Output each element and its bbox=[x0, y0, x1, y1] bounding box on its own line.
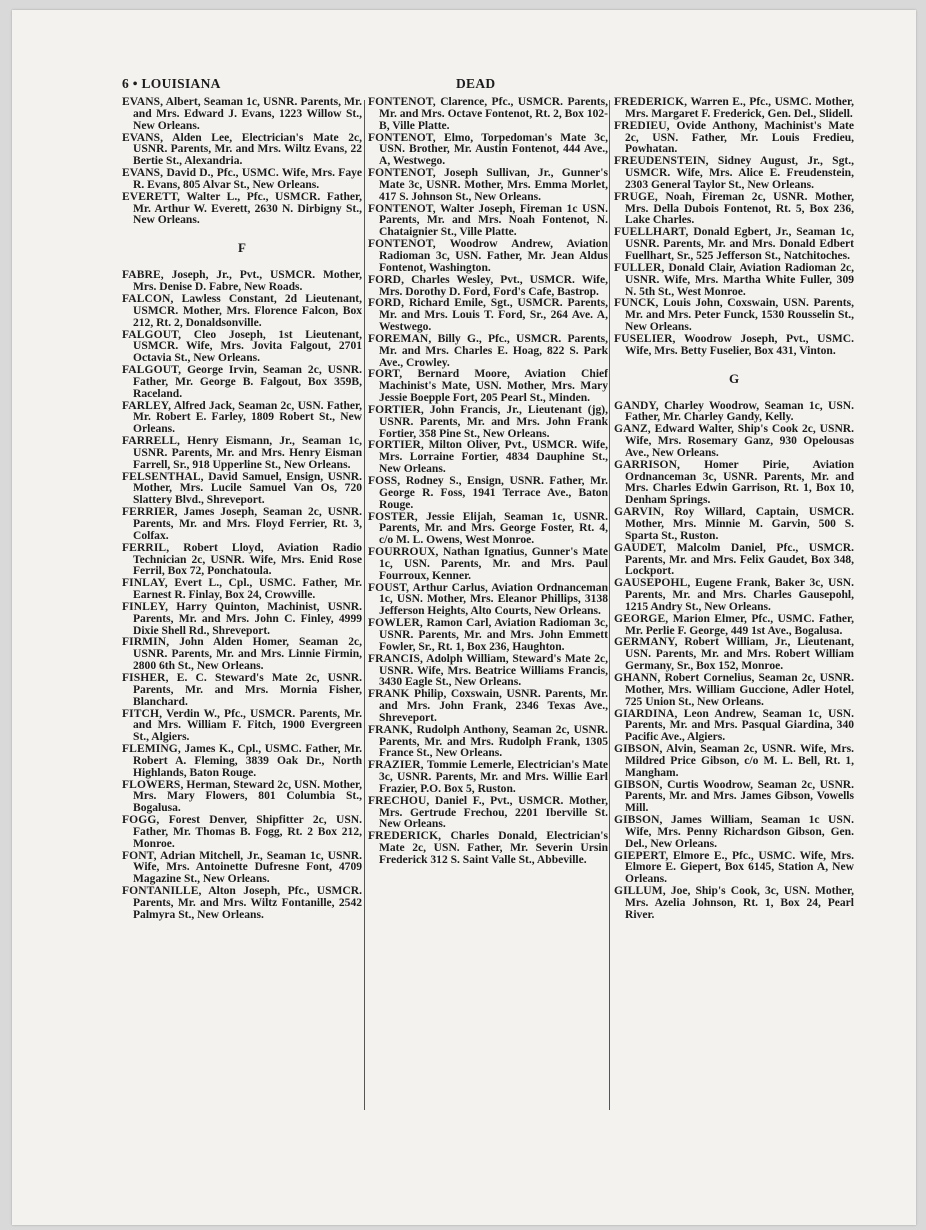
entry-surname: FOWLER, bbox=[368, 617, 423, 630]
column-divider bbox=[609, 100, 610, 1110]
entry-surname: GIBSON, bbox=[614, 743, 663, 756]
entry-surname: EVANS, bbox=[122, 96, 164, 108]
casualty-entry bbox=[122, 507, 362, 543]
entry-details: Alvin, Seaman 2c, USNR. Wife, Mrs. Mildred Price Gibson, c/o M. L. Bell, Rt. 1, Mangham. bbox=[625, 743, 854, 779]
header-left bbox=[122, 76, 221, 92]
casualty-entry bbox=[122, 133, 362, 169]
entries-col2 bbox=[368, 97, 608, 867]
entry-surname: GARRISON, bbox=[614, 458, 681, 471]
entry-details: Rudolph Anthony, Seaman 2c, USNR. Parents, Mr. and Mrs. Rudolph Frank, 1305 France St., New Orleans. bbox=[379, 723, 608, 760]
casualty-entry bbox=[122, 851, 362, 887]
entry-surname: FORD, bbox=[368, 273, 405, 286]
entry-details: Joseph, Jr., Pvt., USMCR. Mother, Mrs. Denise D. Fabre, New Roads. bbox=[133, 269, 362, 294]
entry-details: Noah, Fireman 2c, USNR. Mother, Mrs. Della Dubois Fontenot, Rt. 5, Box 236, Lake Charles. bbox=[625, 190, 854, 227]
entry-details: Evert L., Cpl., USMC. Father, Mr. Earnest R. Finlay, Box 24, Crowville. bbox=[133, 577, 362, 602]
page-number: 6 bbox=[122, 76, 130, 91]
entry-details: Alton Joseph, Pfc., USMCR. Parents, Mr. and Mrs. Wiltz Fontanille, 2542 Palmyra St., New Orleans. bbox=[133, 885, 362, 921]
entry-surname: FISHER, bbox=[122, 671, 169, 684]
entry-surname: FUELLHART, bbox=[614, 226, 689, 239]
casualty-entry bbox=[614, 886, 854, 922]
entry-surname: GHANN, bbox=[614, 671, 661, 684]
casualty-entry bbox=[122, 578, 362, 602]
entry-surname: FOREMAN, bbox=[368, 332, 432, 345]
entry-details: Malcolm Daniel, Pfc., USMCR. Parents, Mr. and Mrs. Felix Gaudet, Box 348, Lockport. bbox=[625, 541, 855, 578]
entry-surname: FONTENOT, bbox=[368, 131, 436, 144]
entry-surname: GIBSON, bbox=[614, 814, 663, 827]
casualty-entry bbox=[614, 578, 854, 614]
casualty-entry bbox=[368, 476, 608, 512]
entry-surname: FELSENTHAL, bbox=[122, 470, 204, 483]
casualty-entry bbox=[122, 330, 362, 366]
entry-details: Louis John, Coxswain, USN. Parents, Mr. and Mrs. Peter Funck, 1530 Rousselin St., New Orleans. bbox=[625, 297, 855, 334]
entry-details: Leon Andrew, Seaman 1c, USN. Parents, Mr. and Mrs. Pasqual Giardina, 340 Pacific Ave., Algiers. bbox=[625, 707, 854, 744]
entry-surname: FRAZIER, bbox=[368, 759, 424, 772]
entry-surname: FINLEY, bbox=[122, 600, 169, 613]
entry-surname: FLOWERS, bbox=[122, 778, 184, 791]
entry-details: Marion Elmer, Pfc., USMC. Father, Mr. Perlie F. George, 449 1st Ave., Bogalusa. bbox=[625, 612, 854, 637]
casualty-entry bbox=[122, 602, 362, 638]
entry-surname: FINLAY, bbox=[122, 577, 168, 590]
entry-details: Eugene Frank, Baker 3c, USN. Parents, Mr. and Mrs. Charles Gausepohl, 1215 Andry St., New Orleans. bbox=[625, 577, 854, 613]
entry-details: Cleo Joseph, 1st Lieutenant, USMCR. Wife, Mrs. Jovita Falgout, 2701 Octavia St., New Orleans. bbox=[133, 328, 362, 365]
entry-details: Albert, Seaman 1c, USNR. Parents, Mr. and Mrs. Edward J. Evans, 1223 Willow St., New Orleans. bbox=[133, 96, 363, 132]
entry-details: Adrian Mitchell, Jr., Seaman 1c, USNR. Wife, Mrs. Antoinette Dufresne Font, 4709 Magazine St., New Orleans. bbox=[133, 849, 362, 886]
entry-details: Elmo, Torpedoman's Mate 3c, USN. Brother, Mr. Austin Fontenot, 444 Ave., A, Westwego. bbox=[379, 131, 608, 168]
casualty-entry bbox=[368, 796, 608, 832]
casualty-entry bbox=[368, 512, 608, 548]
page-header bbox=[122, 76, 852, 94]
state-name: LOUISIANA bbox=[141, 76, 221, 91]
entry-details: Alden Lee, Electrician's Mate 2c, USNR. Parents, Mr. and Mrs. Wiltz Evans, 22 Bertie St., Alexandria. bbox=[133, 131, 362, 168]
entry-details: David D., Pfc., USMC. Wife, Mrs. Faye R. Evans, 805 Alvar St., New Orleans. bbox=[133, 167, 362, 191]
section-letter-g: G bbox=[728, 370, 740, 386]
entry-details: Alfred Jack, Seaman 2c, USN. Father, Mr. Robert E. Farley, 1809 Robert St., New Orleans. bbox=[133, 399, 362, 436]
casualty-entry bbox=[122, 780, 362, 816]
casualty-entry bbox=[614, 507, 854, 543]
casualty-entry bbox=[122, 709, 362, 745]
entry-details: James Joseph, Seaman 2c, USNR. Parents, Mr. and Mrs. Floyd Ferrier, Rt. 3, Colfax. bbox=[133, 506, 362, 542]
entry-details: Elmore E., Pfc., USMC. Wife, Mrs. Elmore E. Giepert, Box 6145, Station A, New Orleans. bbox=[625, 849, 854, 886]
casualty-entry bbox=[614, 673, 854, 709]
casualty-entry bbox=[122, 97, 362, 133]
entry-surname: GILLUM, bbox=[614, 885, 666, 898]
entry-details: Walter L., Pfc., USMCR. Father, Mr. Arthur W. Everett, 2630 N. Dirbigny St., New Orleans. bbox=[133, 190, 362, 227]
entry-surname: FREDIEU, bbox=[614, 119, 670, 132]
section-letter-f: F bbox=[238, 240, 246, 256]
entry-details: Richard Emile, Sgt., USMCR. Parents, Mr. and Mrs. Louis T. Ford, Sr., 264 Ave. A, Westwego. bbox=[379, 297, 609, 334]
entry-surname: FOGG, bbox=[122, 814, 160, 827]
casualty-entry bbox=[614, 401, 854, 425]
entry-details: Henry Eismann, Jr., Seaman 1c, USNR. Parents, Mr. and Mrs. Henry Eisman Farrell, Sr., 918 Upperline St., New Orleans. bbox=[133, 435, 363, 471]
casualty-entry bbox=[368, 97, 608, 133]
entry-details: Adolph William, Steward's Mate 2c, USNR. Wife, Mrs. Beatrice Williams Francis, 3430 Eagle St., New Orleans. bbox=[379, 652, 609, 689]
casualty-entry bbox=[614, 121, 854, 157]
entry-surname: FONTENOT, bbox=[368, 96, 436, 108]
entry-surname: GIARDINA, bbox=[614, 707, 678, 720]
casualty-entry bbox=[368, 654, 608, 690]
entry-surname: GANDY, bbox=[614, 399, 659, 412]
casualty-entry bbox=[368, 239, 608, 275]
casualty-entry bbox=[614, 543, 854, 579]
casualty-entry bbox=[614, 334, 854, 358]
casualty-entry bbox=[368, 369, 608, 405]
casualty-entry bbox=[122, 168, 362, 192]
entry-details: Joe, Ship's Cook, 3c, USN. Mother, Mrs. Azelia Johnson, Rt. 1, Box 24, Pearl River. bbox=[625, 885, 855, 921]
casualty-entry bbox=[614, 227, 854, 263]
entry-surname: GERMANY, bbox=[614, 636, 678, 649]
section-title: DEAD bbox=[456, 76, 496, 91]
entry-details: Charles Wesley, Pvt., USMCR. Wife, Mrs. Dorothy D. Ford, Ford's Cafe, Bastrop. bbox=[379, 273, 609, 298]
entry-surname: GANZ, bbox=[614, 423, 651, 436]
casualty-entry bbox=[614, 614, 854, 638]
entry-surname: FRANCIS, bbox=[368, 652, 424, 665]
entry-surname: FOSTER, bbox=[368, 510, 418, 523]
casualty-entry bbox=[122, 192, 362, 228]
entries-col3-b bbox=[614, 401, 854, 922]
casualty-entry bbox=[614, 709, 854, 745]
entry-surname: FITCH, bbox=[122, 707, 163, 720]
entry-details: Robert Cornelius, Seaman 2c, USNR. Mother, Mrs. William Guccione, Adler Hotel, 725 Union St., New Orleans. bbox=[625, 671, 854, 708]
casualty-entry bbox=[122, 744, 362, 780]
casualty-entry bbox=[368, 133, 608, 169]
entry-details: Lawless Constant, 2d Lieutenant, USMCR. Mother, Mrs. Florence Falcon, Box 212, Rt. 2, Donaldsonville. bbox=[133, 292, 362, 329]
entry-details: Warren E., Pfc., USMC. Mother, Mrs. Margaret F. Frederick, Gen. Del., Slidell. bbox=[625, 96, 854, 120]
entry-details: Robert William, Jr., Lieutenant, USN. Parents, Mr. and Mrs. Robert William Germany, Sr., Box 152, Monroe. bbox=[625, 636, 854, 673]
entry-details: Charley Woodrow, Seaman 1c, USN. Father, Mr. Charley Gandy, Kelly. bbox=[625, 399, 854, 424]
entry-details: James K., Cpl., USMC. Father, Mr. Robert A. Fleming, 3839 Oak Dr., North Highlands, Baton Rouge. bbox=[133, 743, 363, 779]
header-bullet: • bbox=[132, 76, 138, 91]
entry-details: Donald Clair, Aviation Radioman 2c, USNR. Wife, Mrs. Martha White Fuller, 309 N. 5th St., West Monroe. bbox=[625, 261, 854, 298]
casualty-entry bbox=[614, 156, 854, 192]
entries-col1-b bbox=[122, 270, 362, 921]
entry-surname: EVERETT, bbox=[122, 190, 181, 203]
entry-surname: FRECHOU, bbox=[368, 794, 430, 807]
entry-details: Clarence, Pfc., USMCR. Parents, Mr. and Mrs. Octave Fontenot, Rt. 2, Box 102-B, Ville Platte. bbox=[379, 96, 608, 132]
entry-details: Bernard Moore, Aviation Chief Machinist's Mate, USN. Mother, Mrs. Mary Jessie Boepple Fort, 205 Pearl St., Minden. bbox=[379, 368, 608, 405]
entry-surname: GIBSON, bbox=[614, 778, 663, 791]
entry-surname: FUSELIER, bbox=[614, 332, 676, 345]
entry-details: Arthur Carlus, Aviation Ordnanceman 1c, USN. Mother, Mrs. Eleanor Phillips, 3138 Jefferson Heights, Alto Courts, New Orleans. bbox=[379, 581, 608, 618]
entry-details: Harry Quinton, Machinist, USNR. Parents, Mr. and Mrs. John C. Finley, 4999 Dixie Shell Rd., Shreveport. bbox=[133, 600, 362, 637]
entry-details: Milton Oliver, Pvt., USMCR. Wife, Mrs. Lorraine Fortier, 4834 Dauphine St., New Orleans. bbox=[379, 439, 609, 476]
entry-surname: FREDERICK, bbox=[614, 96, 688, 108]
casualty-entry bbox=[122, 294, 362, 330]
entries-col1-a bbox=[122, 97, 362, 227]
entry-surname: FALCON, bbox=[122, 292, 174, 305]
casualty-entry bbox=[614, 460, 854, 507]
entry-details: John Francis, Jr., Lieutenant (jg), USNR. Parents, Mr. and Mrs. John Frank Fortier, 358 Pine St., New Orleans. bbox=[379, 403, 608, 440]
entry-details: Philip, Coxswain, USNR. Parents, Mr. and Mrs. John Frank, 2346 Texas Ave., Shreveport. bbox=[379, 688, 608, 724]
entry-details: Rodney S., Ensign, USNR. Father, Mr. George R. Foss, 1941 Terrace Ave., Baton Rouge. bbox=[379, 475, 608, 511]
entry-surname: FERRIL, bbox=[122, 541, 170, 554]
casualty-entry bbox=[122, 815, 362, 851]
entry-surname: FORD, bbox=[368, 297, 405, 310]
entry-surname: FLEMING, bbox=[122, 743, 181, 756]
entry-surname: FRUGE, bbox=[614, 190, 658, 203]
entry-surname: FOURROUX, bbox=[368, 546, 439, 559]
entry-surname: GIEPERT, bbox=[614, 849, 669, 862]
casualty-entry bbox=[122, 886, 362, 922]
entry-surname: FREDERICK, bbox=[368, 830, 442, 843]
entry-details: Charles Donald, Electrician's Mate 2c, USN. Father, Mr. Severin Ursin Frederick 312 S. Saint Valle St., Abbeville. bbox=[379, 830, 608, 866]
casualty-entry bbox=[122, 543, 362, 579]
casualty-entry bbox=[122, 401, 362, 437]
entry-surname: GAUDET, bbox=[614, 541, 667, 554]
casualty-entry bbox=[368, 405, 608, 441]
casualty-entry bbox=[368, 547, 608, 583]
casualty-entry bbox=[368, 618, 608, 654]
entry-details: Ovide Anthony, Machinist's Mate 2c, USN. Father, Mr. Louis Fredieu, Powhatan. bbox=[625, 119, 854, 156]
entry-details: Tommie Lemerle, Electrician's Mate 3c, USNR. Parents, Mr. and Mrs. Willie Earl Frazier, P.O. Box 5, Ruston. bbox=[379, 759, 608, 795]
entry-details: Woodrow Andrew, Aviation Radioman 3c, USN. Father, Mr. Jean Aldus Fontenot, Washington. bbox=[379, 238, 609, 274]
entry-details: Walter Joseph, Fireman 1c USN. Parents, Mr. and Mrs. Noah Fontenot, N. Chataignier St., Ville Platte. bbox=[379, 202, 608, 239]
entry-surname: FONTENOT, bbox=[368, 167, 436, 180]
entry-details: Forest Denver, Shipfitter 2c, USN. Father, Mr. Thomas B. Fogg, Rt. 2 Box 212, Monroe. bbox=[133, 814, 362, 850]
entry-surname: EVANS, bbox=[122, 167, 164, 180]
entry-surname: FOUST, bbox=[368, 581, 410, 594]
casualty-entry bbox=[368, 725, 608, 761]
entry-surname: FERRIER, bbox=[122, 506, 178, 519]
entry-details: Billy G., Pfc., USMCR. Parents, Mr. and Mrs. Charles E. Hoag, 822 S. Park Ave., Crowley. bbox=[379, 332, 609, 369]
entry-surname: FARLEY, bbox=[122, 399, 172, 412]
casualty-entry bbox=[614, 97, 854, 121]
casualty-entry bbox=[614, 298, 854, 334]
casualty-entry bbox=[368, 689, 608, 725]
entry-details: Joseph Sullivan, Jr., Gunner's Mate 3c, USNR. Mother, Mrs. Emma Morlet, 417 S. Johnson St., New Orleans. bbox=[379, 167, 608, 203]
casualty-entry bbox=[368, 831, 608, 867]
casualty-entry bbox=[122, 436, 362, 472]
entry-surname: FONTENOT, bbox=[368, 202, 436, 215]
column-2 bbox=[368, 97, 608, 867]
entry-surname: FALGOUT, bbox=[122, 364, 182, 377]
entry-surname: GEORGE, bbox=[614, 612, 669, 625]
casualty-entry bbox=[614, 780, 854, 816]
casualty-entry bbox=[122, 637, 362, 673]
column-divider bbox=[364, 100, 365, 1110]
entry-surname: FREUDENSTEIN, bbox=[614, 155, 709, 168]
entry-details: George Irvin, Seaman 2c, USNR. Father, Mr. George B. Falgout, Box 359B, Raceland. bbox=[133, 364, 363, 400]
casualty-entry bbox=[368, 298, 608, 334]
casualty-entry bbox=[368, 168, 608, 204]
entry-surname: FORTIER, bbox=[368, 403, 424, 416]
entry-surname: GAUSEPOHL, bbox=[614, 577, 691, 590]
casualty-entry bbox=[122, 365, 362, 401]
entry-surname: FONTENOT, bbox=[368, 238, 436, 251]
entry-details: Woodrow Joseph, Pvt., USMC. Wife, Mrs. Betty Fuselier, Box 431, Vinton. bbox=[625, 332, 854, 357]
entry-details: Roy Willard, Captain, USMCR. Mother, Mrs. Minnie M. Garvin, 500 S. Sparta St., Ruston. bbox=[625, 506, 854, 542]
casualty-entry bbox=[122, 472, 362, 508]
entry-details: Curtis Woodrow, Seaman 2c, USNR. Parents, Mr. and Mrs. James Gibson, Vowells Mill. bbox=[625, 778, 855, 815]
entry-surname: FORT, bbox=[368, 368, 403, 381]
entry-surname: FABRE, bbox=[122, 269, 164, 282]
casualty-entry bbox=[614, 263, 854, 299]
casualty-entry bbox=[614, 637, 854, 673]
entry-details: E. C. Steward's Mate 2c, USNR. Parents, Mr. and Mrs. Mornia Fisher, Blanchard. bbox=[133, 671, 362, 708]
entry-surname: FOSS, bbox=[368, 475, 401, 487]
casualty-entry bbox=[614, 815, 854, 851]
entry-surname: FONT, bbox=[122, 849, 157, 862]
casualty-entry bbox=[368, 583, 608, 619]
casualty-entry bbox=[614, 424, 854, 460]
entry-details: Verdin W., Pfc., USMCR. Parents, Mr. and Mrs. William F. Fitch, 1900 Evergreen St., Algiers. bbox=[133, 707, 362, 744]
casualty-entry bbox=[368, 760, 608, 796]
entry-details: Nathan Ignatius, Gunner's Mate 1c, USN. Parents, Mr. and Mrs. Paul Fourroux, Kenner. bbox=[379, 546, 608, 582]
entry-surname: FUNCK, bbox=[614, 297, 659, 310]
entry-details: Jessie Elijah, Seaman 1c, USNR. Parents, Mr. and Mrs. George Foster, Rt. 4, c/o M. L. Owens, West Monroe. bbox=[379, 510, 608, 547]
entry-details: Sidney August, Jr., Sgt., USMCR. Wife, Mrs. Alice E. Freudenstein, 2303 General Taylor St., New Orleans. bbox=[625, 155, 854, 191]
entry-surname: FONTANILLE, bbox=[122, 885, 202, 898]
entry-details: James William, Seaman 1c USN. Wife, Mrs. Penny Richardson Gibson, Gen. Del., New Orleans. bbox=[625, 814, 855, 850]
casualty-entry bbox=[368, 275, 608, 299]
entry-details: Donald Egbert, Jr., Seaman 1c, USNR. Parents, Mr. and Mrs. Donald Edbert Fuellhart, Sr., 525 Jefferson St., Natchitoches. bbox=[625, 226, 854, 262]
casualty-entry bbox=[122, 270, 362, 294]
casualty-entry bbox=[614, 192, 854, 228]
casualty-entry bbox=[368, 204, 608, 240]
entry-details: Daniel F., Pvt., USMCR. Mother, Mrs. Gertrude Frechou, 2201 Iberville St. New Orleans. bbox=[379, 794, 608, 831]
entry-surname: FRANK bbox=[368, 688, 410, 701]
column-3 bbox=[614, 97, 854, 922]
entry-surname: GARVIN, bbox=[614, 506, 665, 519]
column-1 bbox=[122, 97, 362, 922]
entry-surname: EVANS, bbox=[122, 131, 164, 144]
entry-details: Edward Walter, Ship's Cook 2c, USNR. Wife, Mrs. Rosemary Ganz, 930 Opelousas Ave., New Orleans. bbox=[625, 423, 855, 459]
entry-surname: FIRMIN, bbox=[122, 636, 170, 649]
entry-details: John Alden Homer, Seaman 2c, USNR. Parents, Mr. and Mrs. Linnie Firmin, 2800 6th St., New Orleans. bbox=[133, 636, 362, 673]
entry-surname: FALGOUT, bbox=[122, 328, 182, 341]
casualty-entry bbox=[122, 673, 362, 709]
casualty-entry bbox=[368, 440, 608, 476]
entry-surname: FORTIER, bbox=[368, 439, 424, 452]
casualty-entry bbox=[368, 334, 608, 370]
casualty-entry bbox=[614, 851, 854, 887]
entry-details: Homer Pirie, Aviation Ordnanceman 3c, USNR. Parents, Mr. and Mrs. Charles Edwin Garrison, Rt. 1, Box 10, Denham Springs. bbox=[625, 458, 854, 507]
entry-surname: FRANK, bbox=[368, 723, 413, 736]
entry-details: Ramon Carl, Aviation Radioman 3c, USNR. Parents, Mr. and Mrs. John Emmett Fowler, Sr., Rt. 1, Box 236, Haughton. bbox=[379, 617, 608, 653]
entries-col3-a bbox=[614, 97, 854, 358]
entry-surname: FARRELL, bbox=[122, 435, 181, 448]
entry-surname: FULLER, bbox=[614, 261, 665, 274]
entry-details: David Samuel, Ensign, USNR. Mother, Mrs. Lucile Samuel Van Os, 720 Slattery Blvd., Shreveport. bbox=[133, 470, 362, 507]
entry-details: Robert Lloyd, Aviation Radio Technician 2c, USNR. Wife, Mrs. Enid Rose Ferril, Box 72, Ponchatoula. bbox=[133, 541, 363, 578]
entry-details: Herman, Steward 2c, USN. Mother, Mrs. Mary Flowers, 801 Columbia St., Bogalusa. bbox=[133, 778, 362, 815]
casualty-entry bbox=[614, 744, 854, 780]
